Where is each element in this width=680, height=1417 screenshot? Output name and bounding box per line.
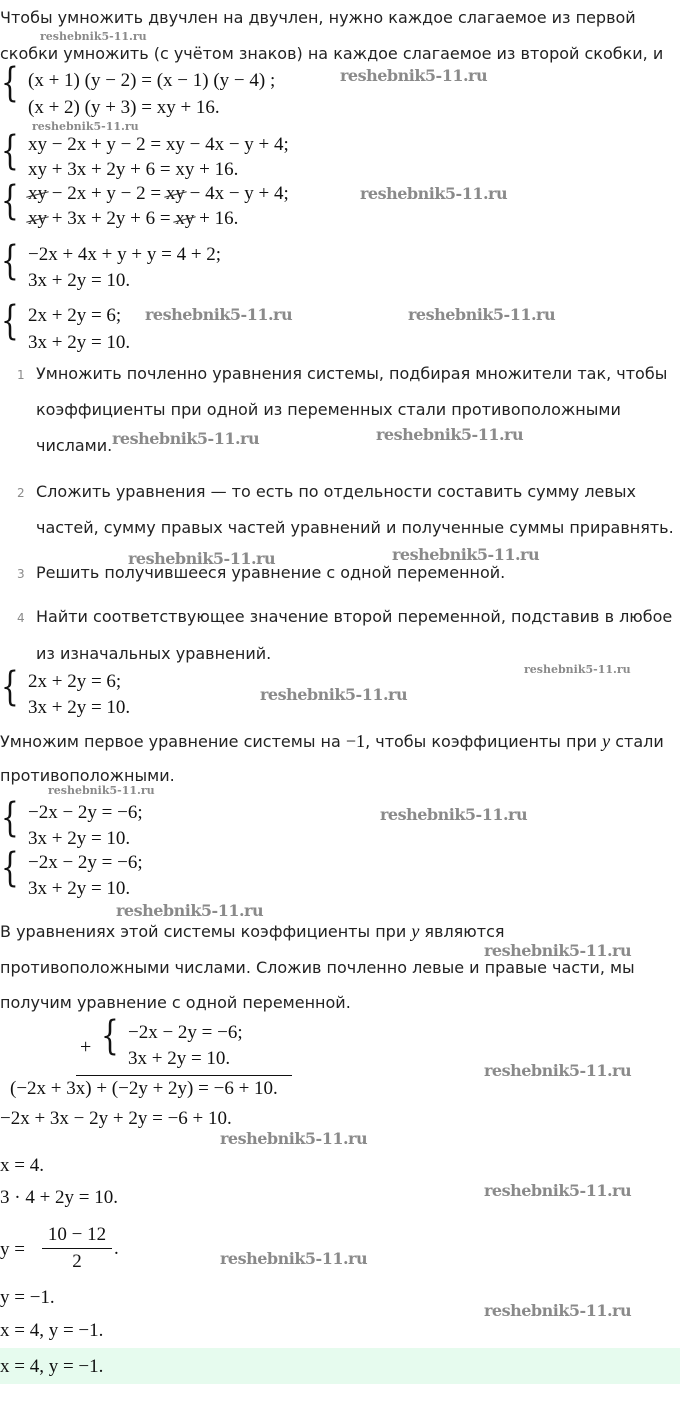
- step-2-line-2: частей, сумму правых частей уравнений и полученные суммы приравнять.: [36, 518, 674, 537]
- watermark: reshebnik5-11.ru: [220, 1249, 368, 1268]
- sys6-eq1: 2x + 2y = 6;: [28, 671, 122, 692]
- para1-line-2: противоположными.: [0, 766, 175, 785]
- watermark: reshebnik5-11.ru: [360, 184, 508, 203]
- step-4-line-1: Найти соответствующее значение второй переменной, подставив в любое: [36, 607, 673, 626]
- system-brace: {: [1, 178, 19, 224]
- system-brace: {: [1, 298, 19, 344]
- watermark: reshebnik5-11.ru: [484, 1061, 632, 1080]
- calc-line-3: x = 4.: [0, 1155, 44, 1176]
- system-brace: {: [1, 238, 19, 284]
- watermark: reshebnik5-11.ru: [128, 549, 276, 568]
- calc-line-7: x = 4, y = −1.: [0, 1320, 104, 1341]
- watermark: reshebnik5-11.ru: [260, 685, 408, 704]
- sys4-eq1: −2x + 4x + y + y = 4 + 2;: [28, 244, 222, 265]
- watermark: reshebnik5-11.ru: [484, 1181, 632, 1200]
- watermark: reshebnik5-11.ru: [340, 66, 488, 85]
- calc-line-6: y = −1.: [0, 1287, 55, 1308]
- sum-eq1: −2x − 2y = −6;: [128, 1022, 243, 1043]
- watermark: reshebnik5-11.ru: [112, 429, 260, 448]
- watermark: reshebnik5-11.ru: [48, 784, 155, 797]
- sum-eq2: 3x + 2y = 10.: [128, 1048, 231, 1069]
- para2-line-1: В уравнениях этой системы коэффициенты при y являются: [0, 921, 505, 941]
- system-brace: {: [1, 128, 19, 174]
- step-number: 1: [17, 368, 25, 382]
- fraction-denominator: 2: [72, 1251, 82, 1272]
- cancelled-xy: xy: [175, 208, 195, 229]
- para2-line-3: получим уравнение с одной переменной.: [0, 993, 351, 1012]
- step-number: 4: [17, 611, 25, 625]
- system-brace: {: [1, 664, 19, 710]
- watermark: reshebnik5-11.ru: [116, 901, 264, 920]
- watermark: reshebnik5-11.ru: [408, 305, 556, 324]
- sys3-eq2: xy + 3x + 2y + 6 = xy + 16.: [28, 208, 239, 229]
- calc-line-1: (−2x + 3x) + (−2y + 2y) = −6 + 10.: [10, 1078, 278, 1099]
- fraction-bar: [42, 1248, 112, 1249]
- system-brace: {: [1, 60, 19, 106]
- sys7-eq2: 3x + 2y = 10.: [28, 828, 131, 849]
- step-3-line-1: Решить получившееся уравнение с одной переменной.: [36, 563, 506, 582]
- intro-line-2: скобки умножить (с учётом знаков) на каждое слагаемое из второй скобки, и: [0, 44, 664, 63]
- sys2-eq2: xy + 3x + 2y + 6 = xy + 16.: [28, 159, 239, 180]
- para2-line-2: противоположными числами. Сложив почленно левые и правые части, мы: [0, 958, 635, 977]
- sys5-eq1: 2x + 2y = 6;: [28, 305, 122, 326]
- calc-line-4: 3 · 4 + 2y = 10.: [0, 1187, 119, 1208]
- cancelled-xy: xy: [28, 208, 47, 229]
- calc-line-2: −2x + 3x − 2y + 2y = −6 + 10.: [0, 1108, 232, 1129]
- sys5-eq2: 3x + 2y = 10.: [28, 332, 131, 353]
- sys1-eq2: (x + 2) (y + 3) = xy + 16.: [28, 97, 220, 118]
- watermark: reshebnik5-11.ru: [484, 941, 632, 960]
- watermark: reshebnik5-11.ru: [40, 30, 147, 43]
- system-brace: {: [1, 795, 19, 841]
- cancelled-xy: xy: [165, 183, 185, 204]
- step-1-line-1: Умножить почленно уравнения системы, подбирая множители так, чтобы: [36, 364, 668, 383]
- watermark: reshebnik5-11.ru: [484, 1301, 632, 1320]
- watermark: reshebnik5-11.ru: [380, 805, 528, 824]
- step-4-line-2: из изначальных уравнений.: [36, 644, 272, 663]
- intro-line-1: Чтобы умножить двучлен на двучлен, нужно каждое слагаемое из первой: [0, 8, 636, 27]
- watermark: reshebnik5-11.ru: [32, 120, 139, 133]
- sys3-eq1: xy − 2x + y − 2 = xy − 4x − y + 4;: [28, 183, 289, 204]
- watermark: reshebnik5-11.ru: [220, 1129, 368, 1148]
- plus-sign: +: [80, 1036, 92, 1058]
- step-1-line-2: коэффициенты при одной из переменных стали противоположными: [36, 400, 621, 419]
- watermark: reshebnik5-11.ru: [376, 425, 524, 444]
- sys1-eq1: (x + 1) (y − 2) = (x − 1) (y − 4) ;: [28, 70, 276, 91]
- fraction-period: .: [114, 1238, 119, 1259]
- sys8-eq1: −2x − 2y = −6;: [28, 852, 143, 873]
- step-number: 2: [17, 486, 25, 500]
- system-brace: {: [101, 1013, 119, 1059]
- para1-line-1: Умножим первое уравнение системы на −1, чтобы коэффициенты при y стали: [0, 731, 664, 751]
- step-2-line-1: Сложить уравнения — то есть по отдельности составить сумму левых: [36, 482, 636, 501]
- sys7-eq1: −2x − 2y = −6;: [28, 802, 143, 823]
- sys6-eq2: 3x + 2y = 10.: [28, 697, 131, 718]
- fraction-numerator: 10 − 12: [47, 1224, 107, 1245]
- step-number: 3: [17, 567, 25, 581]
- sys8-eq2: 3x + 2y = 10.: [28, 878, 131, 899]
- cancelled-xy: xy: [28, 183, 47, 204]
- sys4-eq2: 3x + 2y = 10.: [28, 270, 131, 291]
- sum-rule: [76, 1075, 292, 1076]
- watermark: reshebnik5-11.ru: [524, 663, 631, 676]
- calc-line-5-lhs: y =: [0, 1239, 25, 1260]
- system-brace: {: [1, 845, 19, 891]
- answer-text: x = 4, y = −1.: [0, 1356, 104, 1377]
- step-1-line-3: числами.: [36, 436, 113, 455]
- watermark: reshebnik5-11.ru: [392, 545, 540, 564]
- watermark: reshebnik5-11.ru: [145, 305, 293, 324]
- sys2-eq1: xy − 2x + y − 2 = xy − 4x − y + 4;: [28, 134, 289, 155]
